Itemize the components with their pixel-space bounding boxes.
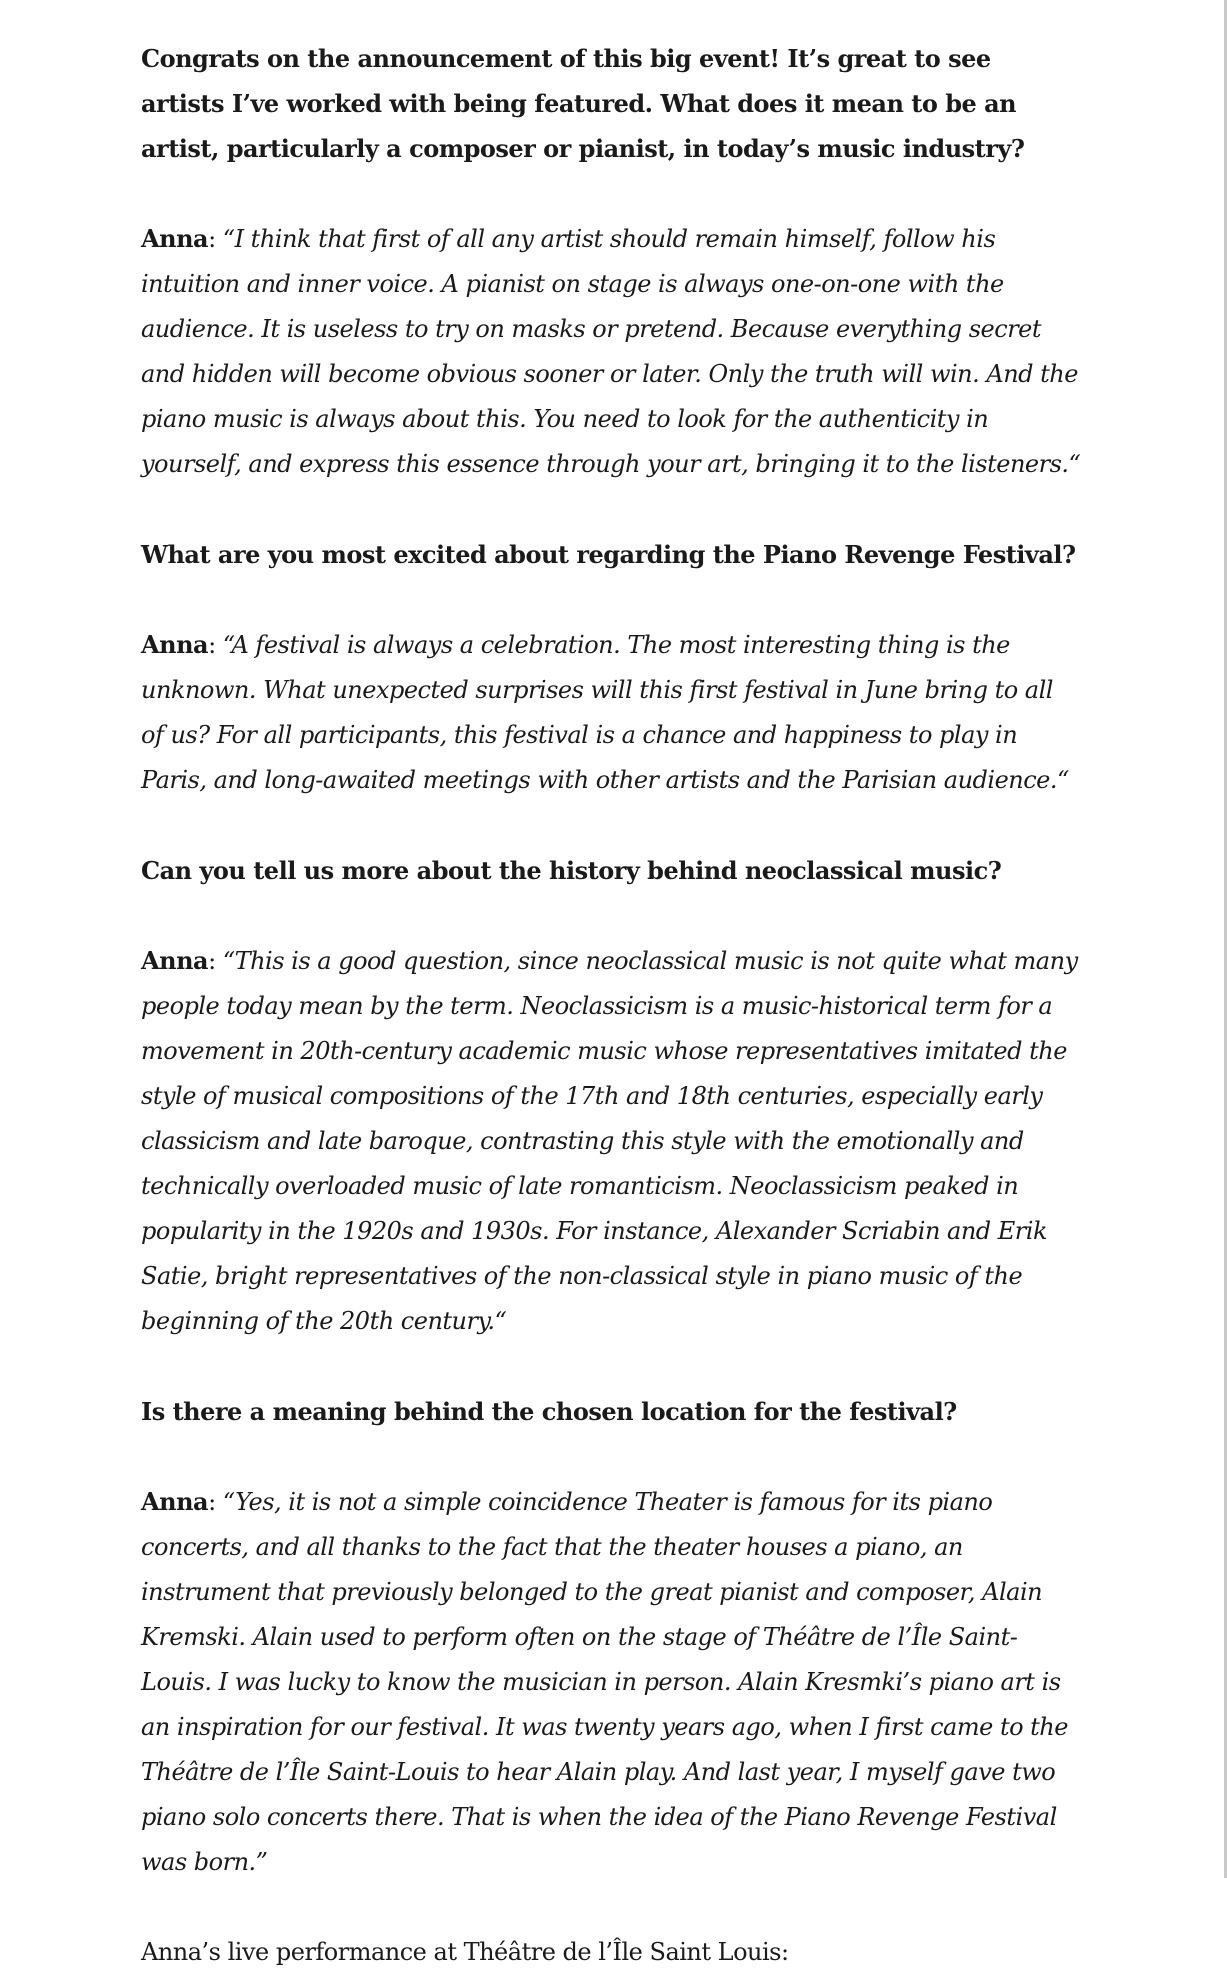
- answer-quote: “A festival is always a celebration. The most interesting thing is the unknown. What unexpected surprises will this first festival in June bring to all of us? For all participants, this festival is a chance and happiness to play in Paris, and long-awaited meetings with other artists and the Parisian audience.“: [141, 631, 1069, 794]
- interview-question: What are you most excited about regarding the Piano Revenge Festival?: [141, 540, 1076, 569]
- interview-question: Congrats on the announcement of this big event! It’s great to see artists I’ve worked with being featured. What does it mean to be an artist, particularly a composer or pianist, in today’s music industry?: [141, 44, 1025, 163]
- speaker-colon: :: [208, 947, 223, 975]
- speaker-colon: :: [208, 225, 223, 253]
- speaker-name: Anna: [141, 224, 209, 253]
- speaker-colon: :: [208, 1488, 223, 1516]
- answer-quote: “Yes, it is not a simple coincidence Theater is famous for its piano concerts, and all thanks to the fact that the theater houses a piano, an instrument that previously belonged to the great pianist and composer, Alain Kremski. Alain used to perform often on the stage of Théâtre de l’Île Saint-Louis. I was lucky to know the musician in person. Alain Kresmki’s piano art is an inspiration for our festival. It was twenty years ago, when I first came to the Théâtre de l’Île Saint-Louis to hear Alain play. And last year, I myself gave two piano solo concerts there. That is when the idea of the Piano Revenge Festival was born.”: [141, 1488, 1068, 1876]
- interview-answer: [141, 622, 1081, 803]
- interview-question: Is there a meaning behind the chosen location for the festival?: [141, 1397, 957, 1426]
- speaker-name: Anna: [141, 946, 209, 975]
- answer-quote: “I think that first of all any artist should remain himself, follow his intuition and inner voice. A pianist on stage is always one-on-one with the audience. It is useless to try on masks or pretend. Because everything secret and hidden will become obvious sooner or later. Only the truth will win. And the piano music is always about this. You need to look for the authenticity in yourself, and express this essence through your art, bringing it to the listeners.“: [141, 225, 1081, 478]
- answer-quote: “This is a good question, since neoclassical music is not quite what many people today mean by the term. Neoclassicism is a music-historical term for a movement in 20th-century academic music whose representatives imitated the style of musical compositions of the 17th and 18th centuries, especially early classicism and late baroque, contrasting this style with the emotionally and technically overloaded music of late romanticism. Neoclassicism peaked in popularity in the 1920s and 1930s. For instance, Alexander Scriabin and Erik Satie, bright representatives of the non-classical style in piano music of the beginning of the 20th century.“: [141, 947, 1078, 1335]
- interview-answer: [141, 216, 1081, 487]
- performance-caption: Anna’s live performance at Théâtre de l’Île Saint Louis:: [141, 1938, 789, 1966]
- interview-question: Can you tell us more about the history behind neoclassical music?: [141, 856, 1002, 885]
- speaker-name: Anna: [141, 630, 209, 659]
- interview-answer: [141, 1479, 1081, 1885]
- speaker-name: Anna: [141, 1487, 209, 1516]
- interview-article: [141, 36, 1081, 1975]
- speaker-colon: :: [208, 631, 223, 659]
- interview-answer: [141, 938, 1081, 1344]
